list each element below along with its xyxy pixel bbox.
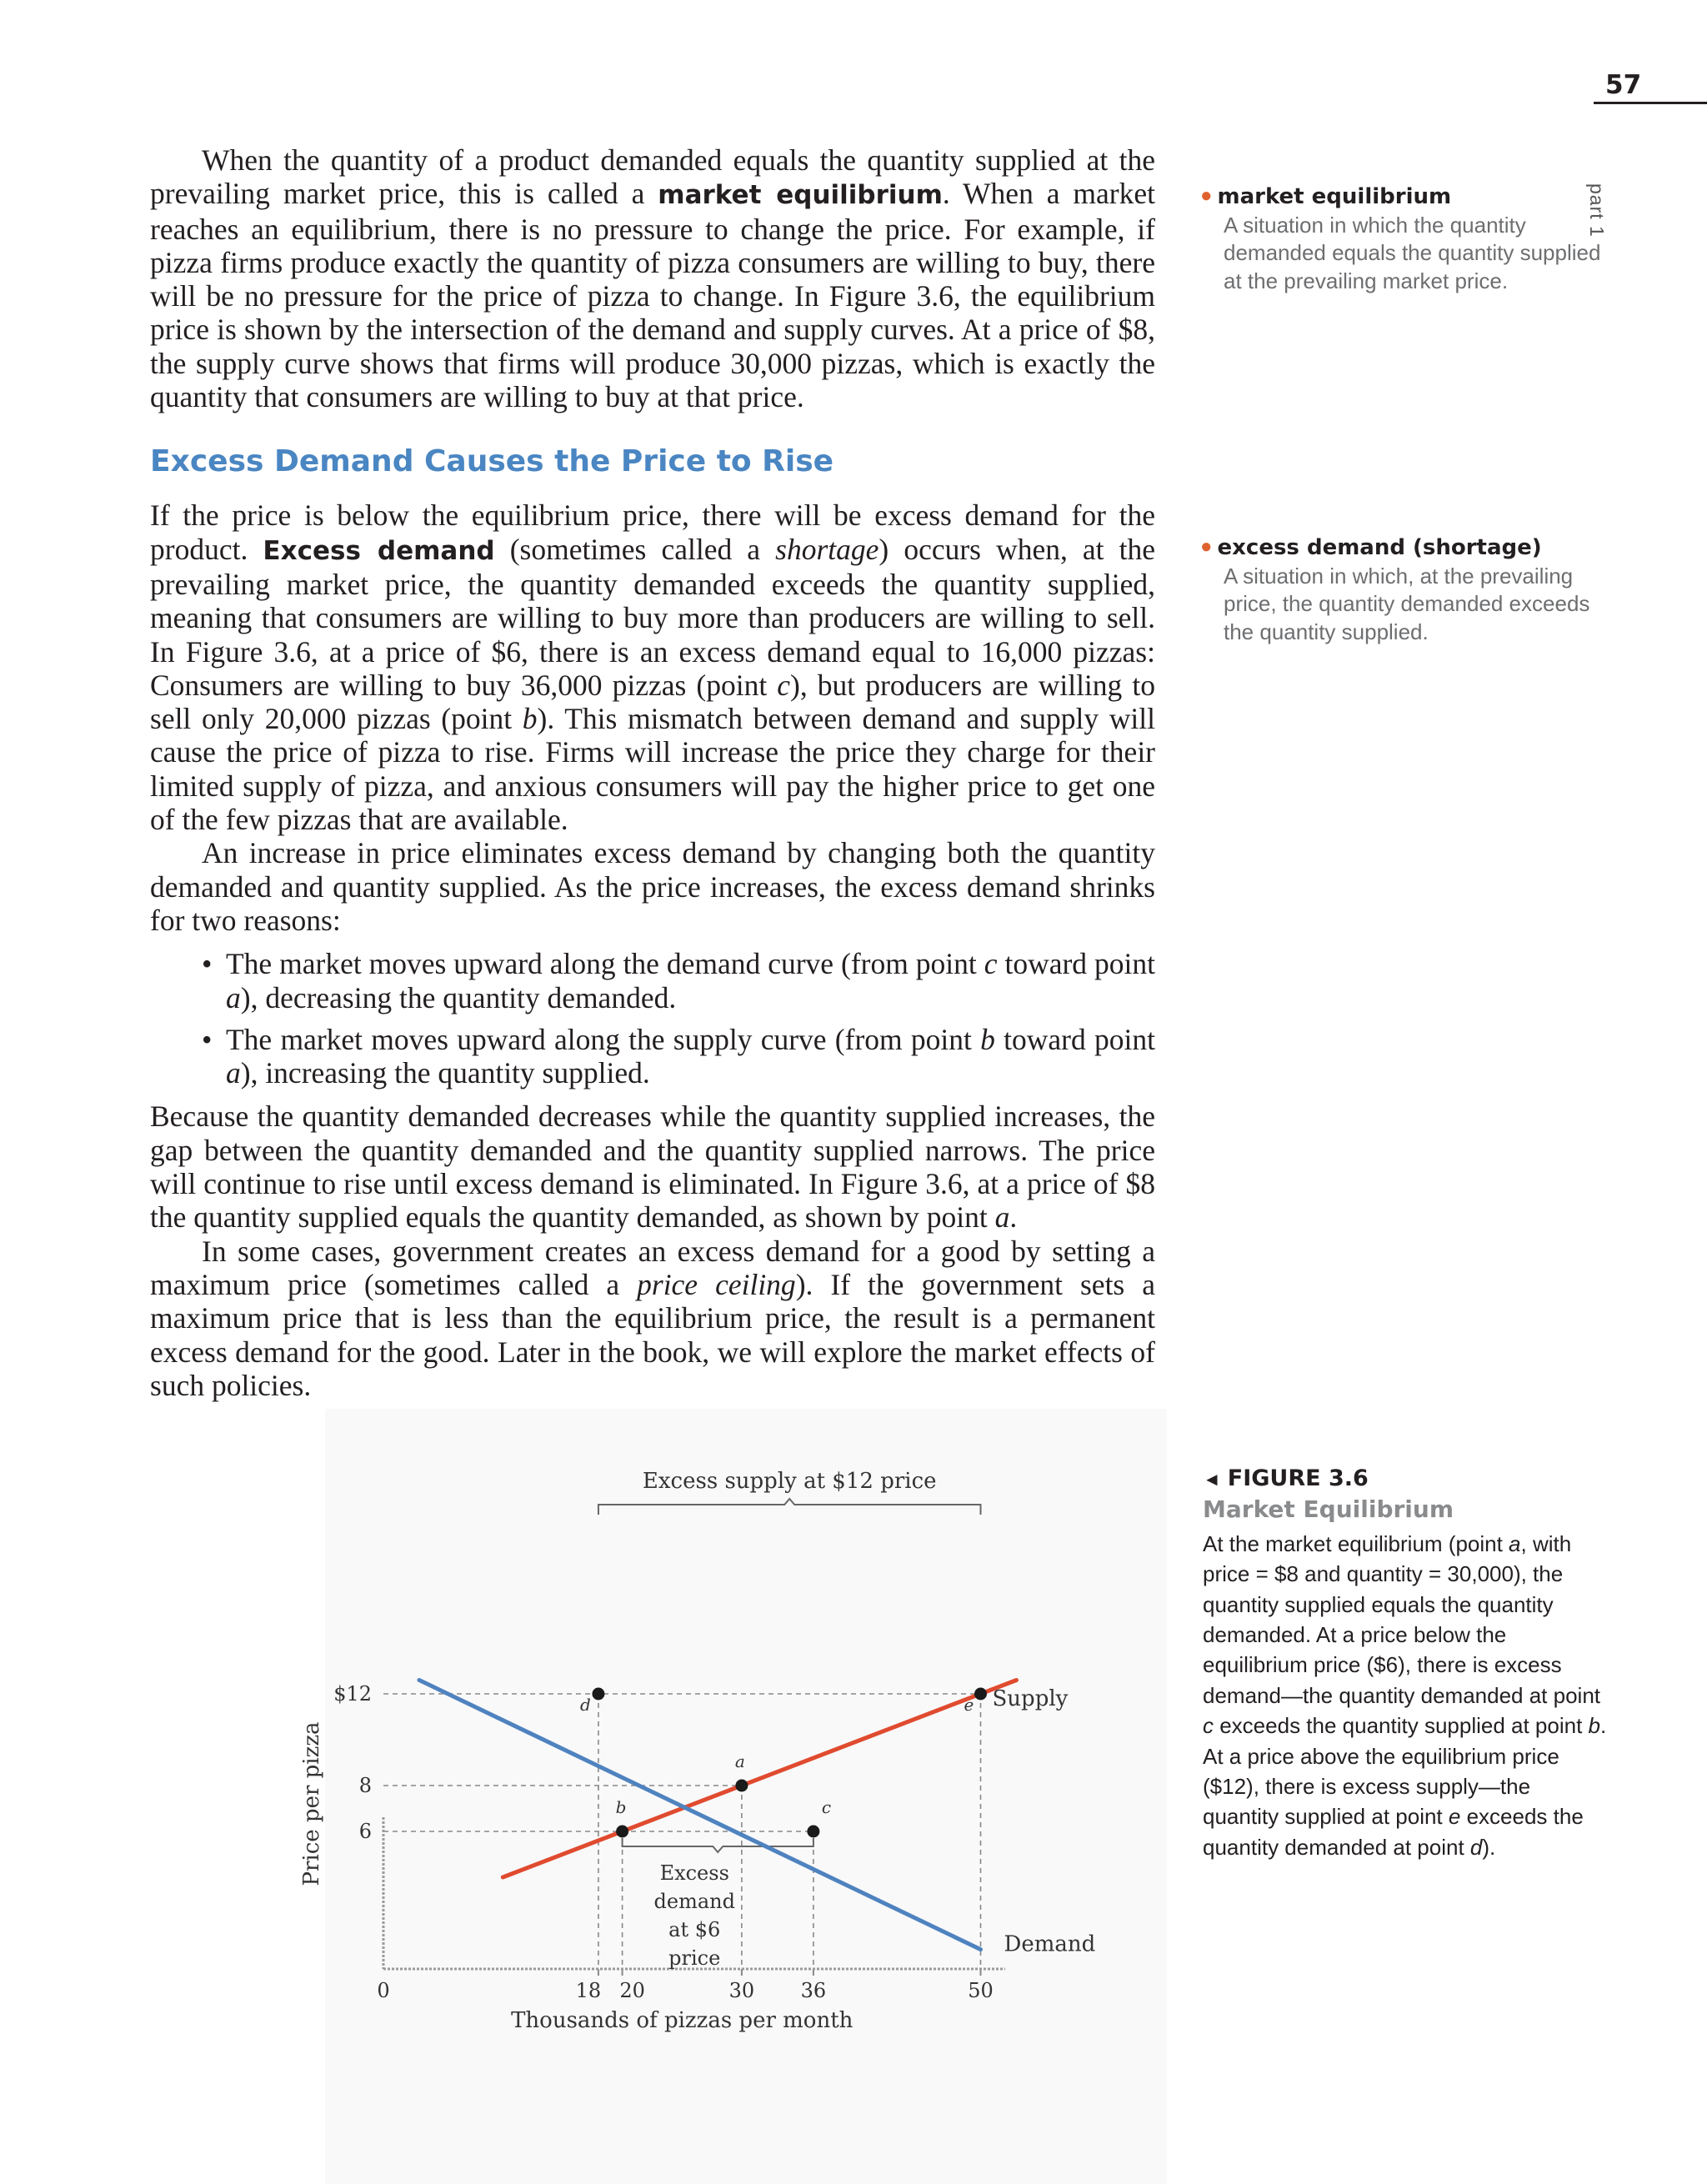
margin-term: excess demand (shortage) [1217,535,1542,560]
p5-text-b: ). If the government sets a maximum price that is less than the equilibrium price, the result is a permanent excess demand for the good. Later in the book, we will explore the market effects of such policies. [150,1267,1156,1402]
p4-text-a: Because the quantity demanded decreases while the quantity supplied increases, the gap between the quantity demanded and the quantity supplied narrows. The price will continue to rise until excess demand is eliminated. In Figure 3.6, at a price of $8 the quantity supplied equals the quantity demanded, as shown by point [150,1100,1155,1235]
excess-supply-brace-path [598,1499,981,1515]
point-label-d: d [579,1695,591,1715]
p2-text-d: ), but producers are willing to sell only 20,000 pizzas (point [150,668,1155,736]
excess-demand-label-line: at $6 [668,1918,721,1941]
list-item [202,947,1155,1014]
b1-text-c: ), decreasing the quantity demanded. [240,980,677,1014]
supply-curve-label: Supply [992,1686,1069,1711]
p1-text-b: . When a market reaches an equilibrium, there is no pressure to change the price. For example, if pizza firms produce exactly the quantity of pizza consumers are willing to buy, there will be no pressure for the price of pizza to change. In Figure 3.6, the equilibrium price is shown by the intersection of the demand and supply curves. At a price of $8, the supply curve shows that firms will produce 30,000 pizzas, which is exactly the quantity that consumers are willing to buy at that price. [150,177,1155,414]
page-number: 57 [1605,70,1642,100]
excess-supply-label: Excess supply at $12 price [642,1469,937,1494]
b2-italic-2: a [226,1056,241,1090]
b2-text-c: ), increasing the quantity supplied. [240,1056,650,1090]
point-b [616,1826,628,1838]
b1-italic-1: c [984,947,998,981]
y-tick-label: 6 [358,1820,372,1843]
p1-text-a: When the quantity of a product demanded equals the quantity supplied at the prevailing market price, this is called a [150,143,1155,211]
b1-text-b: toward point [997,947,1155,981]
point-d [592,1688,604,1701]
point-c [807,1826,819,1838]
point-e [974,1688,987,1701]
cap-italic: d [1469,1834,1483,1860]
excess-supply-brace [598,1499,981,1515]
x-tick-label: 36 [800,1979,827,2002]
cap-text: At the market equilibrium (point [1203,1530,1509,1556]
cap-italic: e [1448,1804,1461,1830]
figure-label: FIGURE 3.6 [1227,1465,1369,1491]
point-a [735,1780,748,1792]
p2-italic-shortage: shortage [775,532,879,566]
p5-italic-price-ceiling: price ceiling [637,1267,796,1301]
page-number-rule [1594,102,1707,104]
section-heading: Excess Demand Causes the Price to Rise [150,444,834,479]
part-label: part 1 [1586,183,1608,238]
excess-demand-label-line: Excess [659,1861,729,1885]
bullet-dot-icon: ● [1200,535,1213,558]
x-tick-label: 20 [619,1979,645,2002]
left-triangle-icon: ◄ [1203,1469,1221,1490]
term-excess-demand: Excess demand [263,535,495,566]
point-label-b: b [615,1797,627,1817]
paragraph-gap-narrows [150,1100,1155,1234]
b2-italic-1: b [980,1022,995,1056]
p4-text-b: . [1009,1200,1018,1235]
list-item [202,1023,1155,1090]
margin-term: market equilibrium [1217,184,1452,209]
b1-text-a: The market moves upward along the demand curve (from point [226,947,984,981]
y-axis-label: Price per pizza [299,1721,324,1886]
p5-text-a: In some cases, government creates an excess demand for a good by setting a maximum price (sometimes called a [150,1234,1155,1301]
excess-demand-brace [623,1838,813,1852]
cap-text: exceeds the quantity demanded at point [1203,1804,1584,1860]
point-label-a: a [734,1751,745,1771]
cap-italic: c [1203,1713,1214,1739]
point-label-e: e [964,1695,974,1715]
b1-italic-2: a [226,980,241,1014]
reasons-list [202,947,1155,1089]
excess-demand-label [654,1861,735,1970]
figure-caption [1203,1463,1611,1862]
figure-title: Market Equilibrium [1203,1495,1454,1524]
margin-note-excess-demand [1200,533,1609,646]
paragraph-price-ceiling [150,1235,1155,1402]
x-axis-label: Thousands of pizzas per month [511,2008,854,2033]
p2-italic-b: b [522,702,538,736]
paragraph-price-increase: An increase in price eliminates excess demand by changing both the quantity demanded and quantity supplied. As the price increases, the excess demand shrinks for two reasons: [150,836,1155,937]
cap-text: . At a price above the equilibrium price ($12), there is excess supply—the quantity supplied at point [1203,1713,1607,1830]
point-label-c: c [821,1797,832,1817]
x-tick-label: 30 [728,1979,755,2002]
cap-italic: a [1509,1530,1521,1556]
cap-text: ). [1482,1834,1496,1860]
points [580,1688,987,1838]
cap-text: , with price = $8 and quantity = 30,000), the quantity supplied equals the quantity demanded. At a price below the equilibrium price ($6), there is excess demand—the quantity demanded at point [1203,1530,1601,1708]
b2-text-b: toward point [994,1022,1155,1056]
term-market-equilibrium: market equilibrium [658,180,943,211]
y-tick-label: 8 [358,1774,372,1797]
curves [419,1681,1095,1957]
y-tick-label: $12 [333,1682,372,1706]
x-tick-label: 0 [377,1979,390,2002]
margin-note-market-equilibrium [1200,182,1609,295]
excess-demand-brace-path [623,1838,813,1852]
excess-demand-label-line: price [668,1946,721,1970]
paragraph-excess-demand [150,498,1155,836]
paragraph-market-equilibrium [150,143,1155,413]
p2-text-c: ) occurs when, at the prevailing market price, the quantity demanded exceeds the quantity supplied, meaning that consumers are willing to buy more than producers are willing to sell. In Figure 3.6, at a price of $6, there is an excess demand equal to 16,000 pizzas: Consumers are willing to buy 36,000 pizzas (point [150,532,1156,702]
b2-text-a: The market moves upward along the supply curve (from point [226,1022,981,1056]
p2-italic-c: c [777,668,791,702]
margin-definition: A situation in which the quantity demanded equals the quantity supplied at the prevailing market price. [1224,212,1601,293]
figure-caption-text [1203,1529,1611,1862]
market-equilibrium-chart [283,1450,1096,2051]
main-text-column [150,143,1155,1402]
excess-demand-label-line: demand [653,1890,735,1913]
demand-curve-label: Demand [1004,1931,1096,1957]
x-tick-label: 50 [968,1979,994,2002]
p2-text-a: If the price is below the equilibrium price, there will be excess demand for the product. [150,498,1155,566]
margin-definition: A situation in which, at the prevailing price, the quantity demanded exceeds the quantity supplied. [1224,563,1590,644]
cap-italic: b [1588,1713,1600,1739]
cap-text: exceeds the quantity supplied at point [1214,1713,1589,1739]
bullet-dot-icon: ● [1200,184,1213,207]
p4-italic-a: a [994,1200,1010,1235]
tick-labels [333,1682,994,2002]
p2-text-e: ). This mismatch between demand and supply will cause the price of pizza to rise. Firms will increase the price they charge for their limited supply of pizza, and anxious consumers will pay the higher price to get one of the few pizzas that are available. [150,702,1155,837]
p2-text-b: (sometimes called a [494,532,776,566]
x-tick-label: 18 [575,1979,602,2002]
